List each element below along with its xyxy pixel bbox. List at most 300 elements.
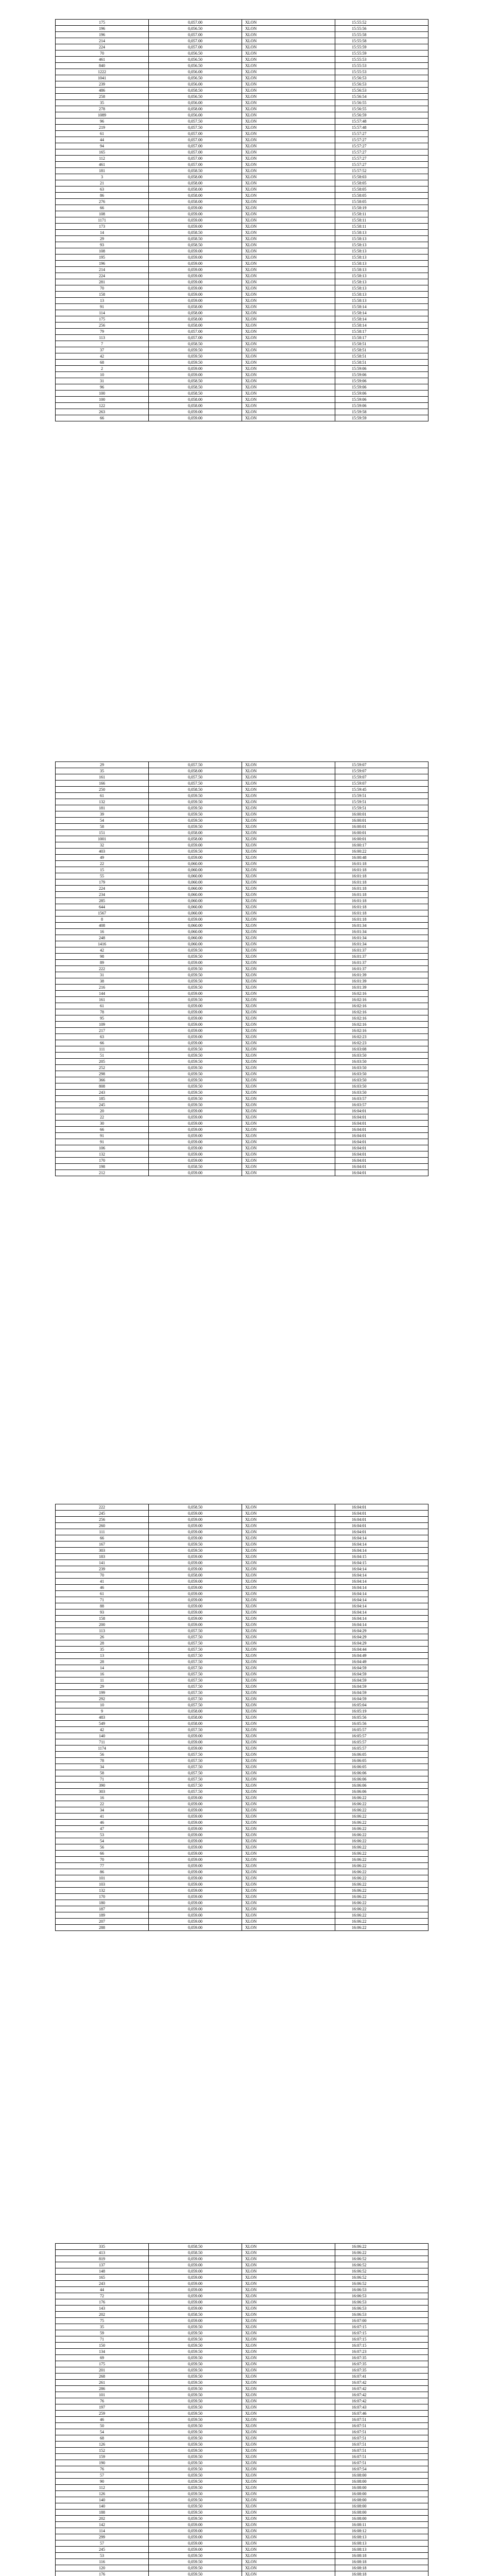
table-row [56, 2349, 429, 2355]
venue-cell: XLON [242, 292, 335, 298]
table-row [56, 849, 429, 855]
quantity-cell: 281 [56, 279, 149, 285]
time-cell: 16:07:54 [335, 2466, 429, 2472]
price-cell: 0,059.00 [149, 1535, 242, 1541]
venue-cell: XLON [242, 1102, 335, 1108]
venue-cell: XLON [242, 304, 335, 310]
quantity-cell: 196 [56, 32, 149, 38]
price-cell: 0,058.00 [149, 316, 242, 323]
quantity-cell: 29 [56, 236, 149, 242]
time-cell: 15:56:55 [335, 100, 429, 106]
price-cell: 0,059.50 [149, 2479, 242, 2485]
quantity-cell: 217 [56, 1028, 149, 1034]
price-cell: 0,059.50 [149, 347, 242, 353]
price-cell: 0,059.50 [149, 2417, 242, 2423]
table-row [56, 1028, 429, 1034]
time-cell: 16:07:51 [335, 2435, 429, 2442]
quantity-cell: 7 [56, 341, 149, 347]
quantity-cell: 126 [56, 2442, 149, 2448]
venue-cell: XLON [242, 966, 335, 972]
quantity-cell: 38 [56, 978, 149, 985]
venue-cell: XLON [242, 391, 335, 397]
venue-cell: XLON [242, 193, 335, 199]
time-cell: 16:07:23 [335, 2349, 429, 2355]
time-cell: 15:57:48 [335, 125, 429, 131]
time-cell: 16:04:01 [335, 1108, 429, 1114]
time-cell: 15:56:54 [335, 94, 429, 100]
time-cell: 16:08:00 [335, 2503, 429, 2510]
price-cell: 0,058.00 [149, 1715, 242, 1721]
time-cell: 16:06:22 [335, 1814, 429, 1820]
time-cell: 16:06:22 [335, 1820, 429, 1826]
price-cell: 0,059.50 [149, 360, 242, 366]
price-cell: 0,058.00 [149, 836, 242, 842]
time-cell: 16:04:01 [335, 1133, 429, 1139]
quantity-cell: 256 [56, 1517, 149, 1523]
quantity-cell: 54 [56, 1838, 149, 1844]
price-cell: 0,057.50 [149, 1783, 242, 1789]
table-row [56, 966, 429, 972]
table-row [56, 2361, 429, 2367]
venue-cell: XLON [242, 248, 335, 255]
time-cell: 16:08:00 [335, 2491, 429, 2497]
quantity-cell: 113 [56, 335, 149, 341]
time-cell: 15:58:14 [335, 323, 429, 329]
venue-cell: XLON [242, 230, 335, 236]
time-cell: 15:58:13 [335, 273, 429, 279]
quantity-cell: 28 [56, 1659, 149, 1665]
venue-cell: XLON [242, 1139, 335, 1145]
table-row [56, 886, 429, 892]
time-cell: 16:00:22 [335, 849, 429, 855]
table-row [56, 2374, 429, 2380]
table-row [56, 1529, 429, 1535]
time-cell: 15:58:05 [335, 193, 429, 199]
quantity-cell: 245 [56, 2547, 149, 2553]
quantity-cell: 16 [56, 929, 149, 935]
table-row [56, 811, 429, 818]
venue-cell: XLON [242, 1046, 335, 1053]
table-row [56, 162, 429, 168]
price-cell: 0,059.00 [149, 1906, 242, 1912]
price-cell: 0,059.00 [149, 1795, 242, 1801]
table-row [56, 2262, 429, 2268]
quantity-cell: 408 [56, 923, 149, 929]
table-row [56, 1572, 429, 1579]
price-cell: 0,057.50 [149, 1677, 242, 1684]
time-cell: 16:06:53 [335, 2293, 429, 2299]
time-cell: 16:06:22 [335, 2250, 429, 2256]
table-row [56, 187, 429, 193]
venue-cell: XLON [242, 2497, 335, 2503]
venue-cell: XLON [242, 1121, 335, 1127]
venue-cell: XLON [242, 341, 335, 347]
venue-cell: XLON [242, 972, 335, 978]
venue-cell: XLON [242, 81, 335, 88]
venue-cell: XLON [242, 1677, 335, 1684]
table-row [56, 1820, 429, 1826]
table-row [56, 960, 429, 966]
quantity-cell: 188 [56, 2510, 149, 2516]
quantity-cell: 239 [56, 81, 149, 88]
price-cell: 0,059.50 [149, 2380, 242, 2386]
price-cell: 0,059.00 [149, 1566, 242, 1572]
quantity-cell: 72 [56, 2293, 149, 2299]
table-row [56, 1609, 429, 1616]
time-cell: 16:01:18 [335, 892, 429, 898]
table-row [56, 217, 429, 224]
table-row [56, 923, 429, 929]
time-cell: 15:58:14 [335, 310, 429, 316]
quantity-cell: 77 [56, 1863, 149, 1869]
time-cell: 16:03:50 [335, 1077, 429, 1083]
time-cell: 16:07:42 [335, 2392, 429, 2398]
table-row [56, 1640, 429, 1647]
price-cell: 0,059.00 [149, 917, 242, 923]
time-cell: 16:04:59 [335, 1690, 429, 1696]
price-cell: 0,057.00 [149, 38, 242, 44]
table-row [56, 304, 429, 310]
price-cell: 0,058.00 [149, 1572, 242, 1579]
price-cell: 0,059.00 [149, 2262, 242, 2268]
time-cell: 16:07:51 [335, 2448, 429, 2454]
venue-cell: XLON [242, 1869, 335, 1875]
quantity-cell: 111 [56, 1046, 149, 1053]
price-cell: 0,059.00 [149, 1739, 242, 1745]
quantity-cell: 390 [56, 1783, 149, 1789]
venue-cell: XLON [242, 360, 335, 366]
time-cell: 16:04:49 [335, 1659, 429, 1665]
price-cell: 0,059.50 [149, 2336, 242, 2343]
quantity-cell: 76 [56, 2466, 149, 2472]
time-cell: 15:58:11 [335, 217, 429, 224]
quantity-cell: 112 [56, 2485, 149, 2491]
quantity-cell: 165 [56, 149, 149, 156]
table-row [56, 1851, 429, 1857]
table-row [56, 255, 429, 261]
price-cell: 0,059.50 [149, 818, 242, 824]
price-cell: 0,058.00 [149, 323, 242, 329]
price-cell: 0,059.50 [149, 2565, 242, 2571]
quantity-cell: 161 [56, 774, 149, 781]
venue-cell: XLON [242, 2312, 335, 2318]
venue-cell: XLON [242, 1622, 335, 1628]
venue-cell: XLON [242, 805, 335, 811]
price-cell: 0,059.50 [149, 978, 242, 985]
time-cell: 16:05:57 [335, 1739, 429, 1745]
price-cell: 0,056.50 [149, 94, 242, 100]
price-cell: 0,057.50 [149, 1776, 242, 1783]
quantity-cell: 234 [56, 892, 149, 898]
time-cell: 16:01:18 [335, 910, 429, 917]
price-cell: 0,060.00 [149, 898, 242, 904]
table-row [56, 2460, 429, 2466]
venue-cell: XLON [242, 409, 335, 415]
table-row [56, 329, 429, 335]
price-cell: 0,056.50 [149, 57, 242, 63]
venue-cell: XLON [242, 1721, 335, 1727]
quantity-cell: 79 [56, 329, 149, 335]
venue-cell: XLON [242, 836, 335, 842]
time-cell: 15:58:13 [335, 236, 429, 242]
quantity-cell: 143 [56, 2306, 149, 2312]
time-cell: 16:06:22 [335, 1912, 429, 1919]
quantity-cell: 91 [56, 304, 149, 310]
quantity-cell: 224 [56, 273, 149, 279]
price-cell: 0,058.50 [149, 236, 242, 242]
quantity-cell: 180 [56, 1900, 149, 1906]
time-cell: 15:58:13 [335, 242, 429, 248]
venue-cell: XLON [242, 1690, 335, 1696]
quantity-cell: 268 [56, 2374, 149, 2380]
venue-cell: XLON [242, 1894, 335, 1900]
table-row [56, 1579, 429, 1585]
time-cell: 16:01:37 [335, 960, 429, 966]
quantity-cell: 21 [56, 180, 149, 187]
venue-cell: XLON [242, 279, 335, 285]
venue-cell: XLON [242, 1015, 335, 1022]
time-cell: 16:08:18 [335, 2565, 429, 2571]
price-cell: 0,060.00 [149, 892, 242, 898]
time-cell: 16:00:01 [335, 836, 429, 842]
price-cell: 0,059.50 [149, 966, 242, 972]
quantity-cell: 10 [56, 1702, 149, 1708]
table-row [56, 2336, 429, 2343]
quantity-cell: 187 [56, 1906, 149, 1912]
time-cell: 16:01:37 [335, 954, 429, 960]
venue-cell: XLON [242, 1009, 335, 1015]
table-row [56, 1739, 429, 1745]
quantity-cell: 39 [56, 811, 149, 818]
venue-cell: XLON [242, 2522, 335, 2528]
price-cell: 0,059.00 [149, 2287, 242, 2293]
table-row [56, 273, 429, 279]
time-cell: 16:08:00 [335, 2479, 429, 2485]
table-row [56, 2306, 429, 2312]
venue-cell: XLON [242, 1702, 335, 1708]
table-row [56, 44, 429, 50]
price-cell: 0,058.00 [149, 193, 242, 199]
venue-cell: XLON [242, 187, 335, 193]
time-cell: 15:56:53 [335, 75, 429, 81]
table-row [56, 1826, 429, 1832]
venue-cell: XLON [242, 224, 335, 230]
time-cell: 16:01:18 [335, 879, 429, 886]
table-row [56, 904, 429, 910]
price-cell: 0,059.50 [149, 2355, 242, 2361]
table-row [56, 1696, 429, 1702]
table-row [56, 1071, 429, 1077]
table-row [56, 378, 429, 384]
price-cell: 0,057.00 [149, 137, 242, 143]
time-cell: 16:06:22 [335, 1919, 429, 1925]
price-cell: 0,058.50 [149, 391, 242, 397]
time-cell: 16:04:14 [335, 1541, 429, 1548]
table-row [56, 1647, 429, 1653]
time-cell: 15:55:52 [335, 20, 429, 26]
quantity-cell: 196 [56, 261, 149, 267]
time-cell: 16:04:14 [335, 1566, 429, 1572]
time-cell: 16:02:16 [335, 997, 429, 1003]
price-cell: 0,059.00 [149, 1851, 242, 1857]
price-cell: 0,058.00 [149, 397, 242, 403]
venue-cell: XLON [242, 1585, 335, 1591]
time-cell: 16:03:57 [335, 1102, 429, 1108]
price-cell: 0,059.50 [149, 2404, 242, 2411]
time-cell: 16:06:22 [335, 1801, 429, 1807]
quantity-cell: 66 [56, 1535, 149, 1541]
price-cell: 0,058.50 [149, 1504, 242, 1511]
table-row [56, 2540, 429, 2547]
price-cell: 0,059.00 [149, 1832, 242, 1838]
trade-table-page-4 [55, 2243, 428, 2576]
venue-cell: XLON [242, 2485, 335, 2491]
venue-cell: XLON [242, 1640, 335, 1647]
venue-cell: XLON [242, 1776, 335, 1783]
table-row [56, 1882, 429, 1888]
quantity-cell: 57 [56, 2472, 149, 2479]
table-row [56, 310, 429, 316]
venue-cell: XLON [242, 2324, 335, 2330]
venue-cell: XLON [242, 1034, 335, 1040]
price-cell: 0,059.00 [149, 1616, 242, 1622]
price-cell: 0,059.50 [149, 1083, 242, 1090]
time-cell: 16:07:15 [335, 2330, 429, 2336]
time-cell: 16:04:01 [335, 1164, 429, 1170]
price-cell: 0,059.00 [149, 1900, 242, 1906]
price-cell: 0,059.00 [149, 1523, 242, 1529]
price-cell: 0,057.50 [149, 1789, 242, 1795]
time-cell: 15:58:11 [335, 224, 429, 230]
table-row [56, 2454, 429, 2460]
quantity-cell: 175 [56, 316, 149, 323]
quantity-cell: 70 [56, 1857, 149, 1863]
time-cell: 16:06:06 [335, 1783, 429, 1789]
quantity-cell: 66 [56, 205, 149, 211]
venue-cell: XLON [242, 26, 335, 32]
venue-cell: XLON [242, 1566, 335, 1572]
table-row [56, 156, 429, 162]
time-cell: 15:59:51 [335, 799, 429, 805]
venue-cell: XLON [242, 2299, 335, 2306]
table-row [56, 2404, 429, 2411]
time-cell: 15:57:52 [335, 168, 429, 174]
price-cell: 0,057.50 [149, 1727, 242, 1733]
table-row [56, 1158, 429, 1164]
quantity-cell: 239 [56, 1566, 149, 1572]
quantity-cell: 140 [56, 1733, 149, 1739]
price-cell: 0,059.50 [149, 2448, 242, 2454]
table-row [56, 1511, 429, 1517]
quantity-cell: 260 [56, 1523, 149, 1529]
quantity-cell: 1089 [56, 112, 149, 118]
time-cell: 16:04:01 [335, 1517, 429, 1523]
venue-cell: XLON [242, 2361, 335, 2367]
time-cell: 16:08:18 [335, 2571, 429, 2576]
time-cell: 16:01:34 [335, 929, 429, 935]
quantity-cell: 44 [56, 2287, 149, 2293]
time-cell: 16:01:34 [335, 923, 429, 929]
time-cell: 16:06:22 [335, 1857, 429, 1863]
venue-cell: XLON [242, 2553, 335, 2559]
table-row [56, 1906, 429, 1912]
quantity-cell: 483 [56, 1715, 149, 1721]
table-row [56, 842, 429, 849]
price-cell: 0,059.00 [149, 2281, 242, 2287]
price-cell: 0,059.50 [149, 2392, 242, 2398]
venue-cell: XLON [242, 94, 335, 100]
price-cell: 0,059.50 [149, 799, 242, 805]
time-cell: 16:04:59 [335, 1671, 429, 1677]
table-row [56, 2392, 429, 2398]
table-row [56, 1121, 429, 1127]
price-cell: 0,059.50 [149, 2510, 242, 2516]
quantity-cell: 285 [56, 898, 149, 904]
time-cell: 16:04:14 [335, 1603, 429, 1609]
time-cell: 16:07:41 [335, 2374, 429, 2380]
time-cell: 16:05:57 [335, 1733, 429, 1739]
table-row [56, 805, 429, 811]
price-cell: 0,059.00 [149, 855, 242, 861]
price-cell: 0,059.50 [149, 353, 242, 360]
time-cell: 15:58:51 [335, 360, 429, 366]
venue-cell: XLON [242, 88, 335, 94]
venue-cell: XLON [242, 886, 335, 892]
price-cell: 0,059.00 [149, 1517, 242, 1523]
venue-cell: XLON [242, 1523, 335, 1529]
table-row [56, 2318, 429, 2324]
time-cell: 15:56:53 [335, 88, 429, 94]
table-row [56, 26, 429, 32]
time-cell: 16:04:01 [335, 1114, 429, 1121]
quantity-cell: 70 [56, 285, 149, 292]
quantity-cell: 224 [56, 886, 149, 892]
price-cell: 0,059.00 [149, 267, 242, 273]
trade-table [55, 761, 429, 1176]
quantity-cell: 292 [56, 1696, 149, 1702]
price-cell: 0,058.50 [149, 2250, 242, 2256]
table-row [56, 793, 429, 799]
venue-cell: XLON [242, 1758, 335, 1764]
price-cell: 0,059.50 [149, 2460, 242, 2466]
venue-cell: XLON [242, 50, 335, 57]
price-cell: 0,059.50 [149, 2571, 242, 2576]
venue-cell: XLON [242, 2442, 335, 2448]
price-cell: 0,059.00 [149, 1133, 242, 1139]
time-cell: 16:06:22 [335, 1875, 429, 1882]
price-cell: 0,059.50 [149, 849, 242, 855]
table-row [56, 1789, 429, 1795]
venue-cell: XLON [242, 1745, 335, 1752]
quantity-cell: 111 [56, 1529, 149, 1535]
price-cell: 0,059.00 [149, 1807, 242, 1814]
price-cell: 0,059.50 [149, 2442, 242, 2448]
price-cell: 0,060.00 [149, 935, 242, 941]
venue-cell: XLON [242, 2466, 335, 2472]
quantity-cell: 126 [56, 2491, 149, 2497]
price-cell: 0,058.50 [149, 88, 242, 94]
price-cell: 0,057.50 [149, 1770, 242, 1776]
venue-cell: XLON [242, 310, 335, 316]
venue-cell: XLON [242, 255, 335, 261]
quantity-cell: 148 [56, 2268, 149, 2275]
time-cell: 16:07:00 [335, 2318, 429, 2324]
quantity-cell: 94 [56, 143, 149, 149]
venue-cell: XLON [242, 1851, 335, 1857]
price-cell: 0,059.50 [149, 2367, 242, 2374]
price-cell: 0,057.00 [149, 32, 242, 38]
venue-cell: XLON [242, 2417, 335, 2423]
